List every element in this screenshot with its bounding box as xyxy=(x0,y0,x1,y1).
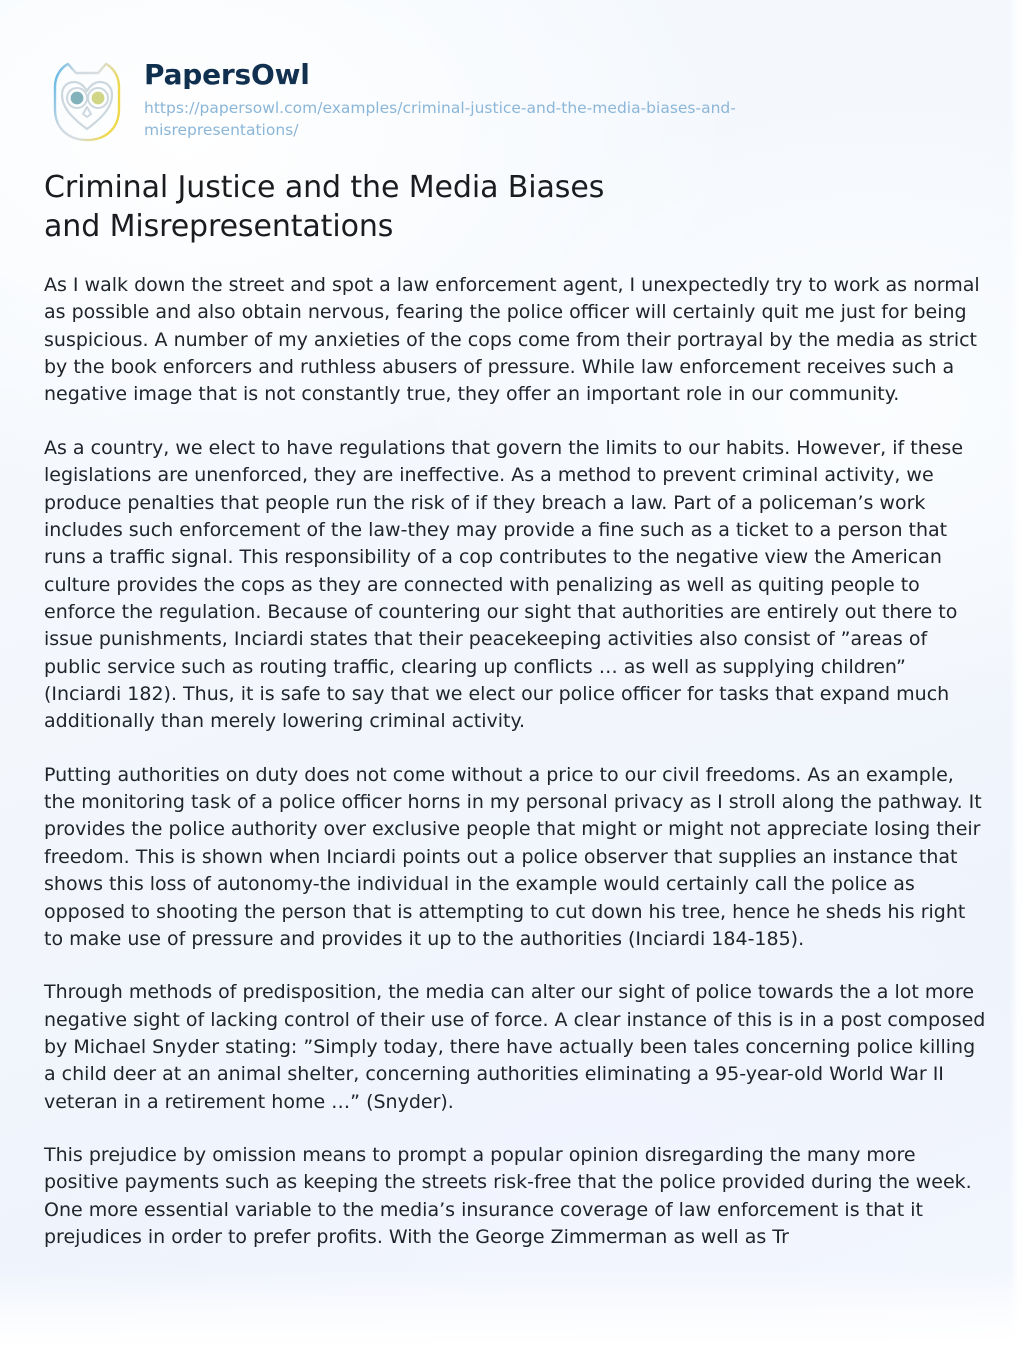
page-title: Criminal Justice and the Media Biases and Misrepresentations xyxy=(44,170,605,244)
article-paragraph: As I walk down the street and spot a law enforcement agent, I unexpectedly try to work as normal as possible and also obtain nervous, fearing the police officer will certainly quit me just for being suspicious. A number of my anxieties of the cops come from their portrayal by the media as strict by the book enforcers and ruthless abusers of pressure. While law enforcement receives such a negative image that is not constantly true, they offer an important role in our community. xyxy=(44,274,980,406)
article xyxy=(44,168,988,1252)
article-paragraph: Putting authorities on duty does not come without a price to our civil freedoms. As an example, the monitoring task of a police officer horns in my personal privacy as I stroll along the pathway. It provides the police authority over exclusive people that might or might not appreciate losing their freedom. This is shown when Inciardi points out a police observer that supplies an instance that shows this loss of autonomy-the individual in the example would certainly call the police as opposed to shooting the person that is attempting to cut down his tree, hence he sheds his right to make use of pressure and provides it up to the authorities (Inciardi 184-185). xyxy=(44,763,982,950)
article-paragraph: Through methods of predisposition, the media can alter our sight of police towards the a lot more negative sight of lacking control of their use of force. A clear instance of this is in a post composed by Michael Snyder stating: ”Simply today, there have actually been tales concerning police killing a child deer at an animal shelter, concerning authorities eliminating a 95-year-old World War II veteran in a retirement home …” (Snyder). xyxy=(44,981,986,1113)
article-paragraph: This prejudice by omission means to prompt a popular opinion disregarding the many more positive payments such as keeping the streets risk-free that the police provided during the week. One more essential variable to the media’s insurance coverage of law enforcement is that it prejudices in order to prefer profits. With the George Zimmerman as well as Tr xyxy=(44,1144,972,1249)
page-url[interactable]: https://papersowl.com/examples/criminal-justice-and-the-media-biases-and-misrepresentations/ xyxy=(144,99,736,139)
owl-logo-icon[interactable] xyxy=(46,57,128,145)
brand-name[interactable]: PapersOwl xyxy=(144,61,804,89)
article-paragraph: As a country, we elect to have regulations that govern the limits to our habits. However, if these legislations are unenforced, they are ineffective. As a method to prevent criminal activity, we produce penalties that people run the risk of if they breach a law. Part of a policeman’s work includes such enforcement of the law-they may provide a fine such as a ticket to a person that runs a traffic signal. This responsibility of a cop contributes to the negative view the American culture provides the cops as they are connected with penalizing as well as quiting people to enforce the regulation. Because of countering our sight that authorities are entirely out there to issue punishments, Inciardi states that their peacekeeping activities also consist of ”areas of public service such as routing traffic, clearing up conflicts … as well as supplying children” (Inciardi 182). Thus, it is safe to say that we elect our police officer for tasks that expand much additionally than merely lowering criminal activity. xyxy=(44,436,964,733)
page-edge-right xyxy=(1010,0,1024,1346)
site-header xyxy=(46,55,804,145)
article-body xyxy=(44,272,988,1252)
page-edge-bottom xyxy=(0,1268,1024,1346)
brand-block xyxy=(144,55,804,141)
